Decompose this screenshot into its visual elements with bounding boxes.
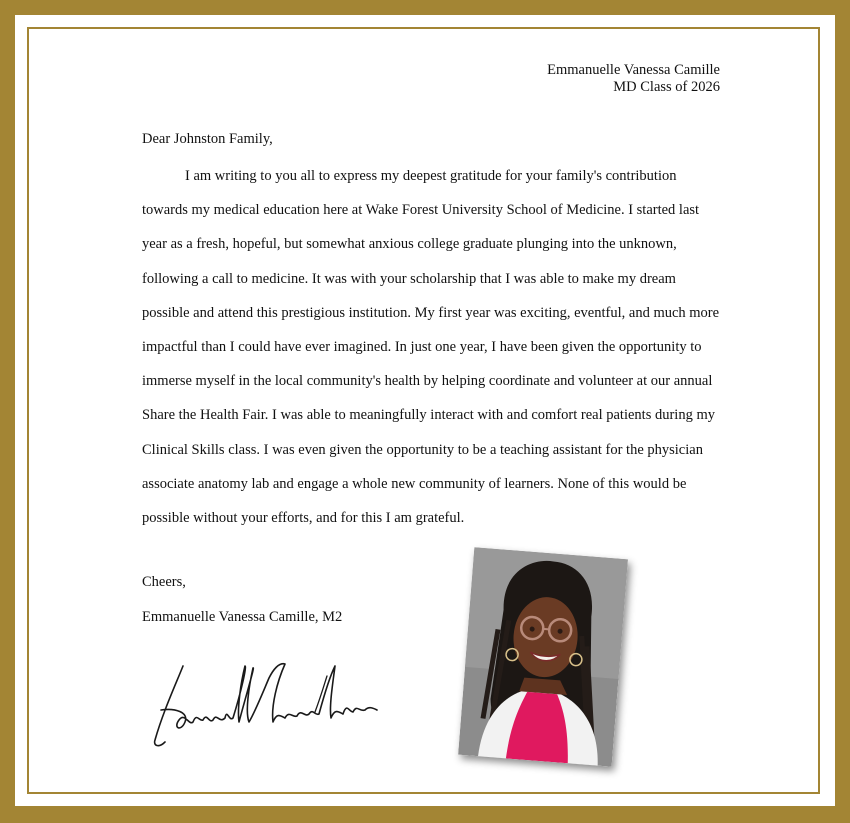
sender-class: MD Class of 2026 bbox=[613, 79, 720, 95]
letter-body: I am writing to you all to express my deepest gratitude for your family's contribution towards my medical education here at Wake Forest University School of Medicine. I started last year as a fresh, hopeful, but somewhat anxious college graduate plunging into the unknown, following a call to medicine. It was with your scholarship that I was able to make my dream possible and attend this prestigious institution. My first year was exciting, eventful, and much more impactful than I could have ever imagined. In just one year, I have been given the opportunity to immerse myself in the local community's health by helping coordinate and volunteer at our annual Share the Health Fair. I was able to meaningfully interact with and comfort real patients during my Clinical Skills class. I was even given the opportunity to be a teaching assistant for the physician associate anatomy lab and engage a whole new community of learners. None of this would be possible without your efforts, and for this I am grateful. bbox=[142, 168, 720, 527]
handwritten-signature bbox=[145, 652, 385, 754]
greeting: Dear Johnston Family, bbox=[142, 131, 273, 147]
portrait-photo bbox=[458, 547, 628, 766]
sender-block bbox=[547, 62, 720, 96]
sender-name: Emmanuelle Vanessa Camille bbox=[547, 62, 720, 78]
closing: Cheers, bbox=[142, 574, 186, 590]
signature-name: Emmanuelle Vanessa Camille, M2 bbox=[142, 609, 343, 625]
